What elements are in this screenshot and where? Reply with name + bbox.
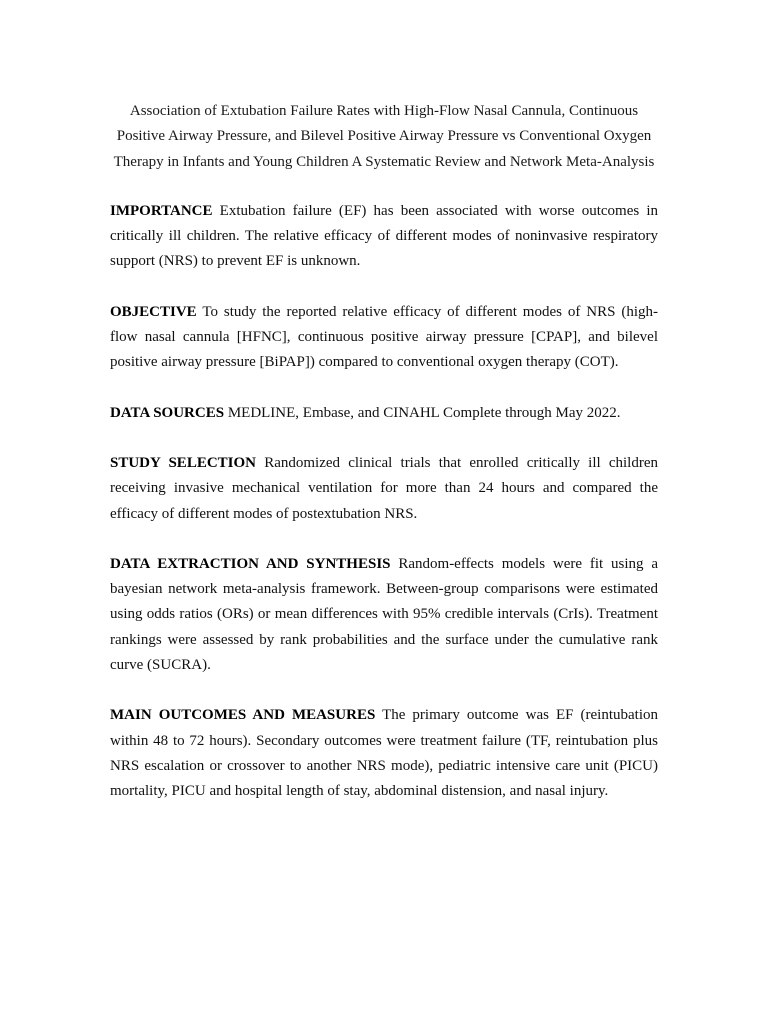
section-heading: MAIN OUTCOMES AND MEASURES — [110, 707, 376, 724]
section-text: Randomized clinical trials that enrolled critically ill children receiving invasive mechanical ventilation for more than 24 hours and compared the efficacy of different modes of postextubation NRS. — [110, 454, 659, 522]
section-heading: DATA EXTRACTION AND SYNTHESIS — [110, 555, 391, 572]
section-heading: OBJECTIVE — [110, 303, 197, 320]
section-text: To study the reported relative efficacy of different modes of NRS (high-flow nasal cannula [HFNC], continuous positive airway pressure [CPAP], and bilevel positive airway pressure [BiPAP]) compared to conventional oxygen therapy (COT). — [110, 303, 659, 371]
section-text: Random-effects models were fit using a bayesian network meta-analysis framework. Between-group comparisons were estimated using odds ratios (ORs) or mean differences with 95% credible intervals (CrIs). Treatment rankings were assessed by rank probabilities and the surface under the cumulative rank curve (SUCRA). — [110, 555, 659, 674]
section-main-outcomes — [110, 703, 658, 804]
section-heading: DATA SOURCES — [110, 404, 225, 421]
section-data-sources — [110, 401, 658, 426]
section-heading: IMPORTANCE — [110, 202, 213, 219]
section-heading: STUDY SELECTION — [110, 454, 257, 471]
section-text: Extubation failure (EF) has been associated with worse outcomes in critically ill children. The relative efficacy of different modes of noninvasive respiratory support (NRS) to prevent EF is unknown. — [110, 202, 658, 270]
section-study-selection — [110, 451, 658, 527]
paper-title: Association of Extubation Failure Rates with High-Flow Nasal Cannula, Continuous Positive Airway Pressure, and Bilevel Positive Airway Pressure vs Conventional Oxygen Therapy in Infants and Young Children A Systematic Review and Network Meta-Analysis — [113, 103, 655, 170]
section-text: MEDLINE, Embase, and CINAHL Complete through May 2022. — [227, 404, 621, 421]
section-importance — [110, 199, 658, 275]
section-objective — [110, 300, 658, 376]
section-text: The primary outcome was EF (reintubation within 48 to 72 hours). Secondary outcomes were treatment failure (TF, reintubation plus NRS escalation or crossover to another NRS mode), pediatric intensive care unit (PICU) mortality, PICU and hospital length of stay, abdominal distension, and nasal injury. — [110, 707, 658, 800]
section-data-extraction — [110, 552, 658, 678]
document-page — [110, 99, 658, 830]
